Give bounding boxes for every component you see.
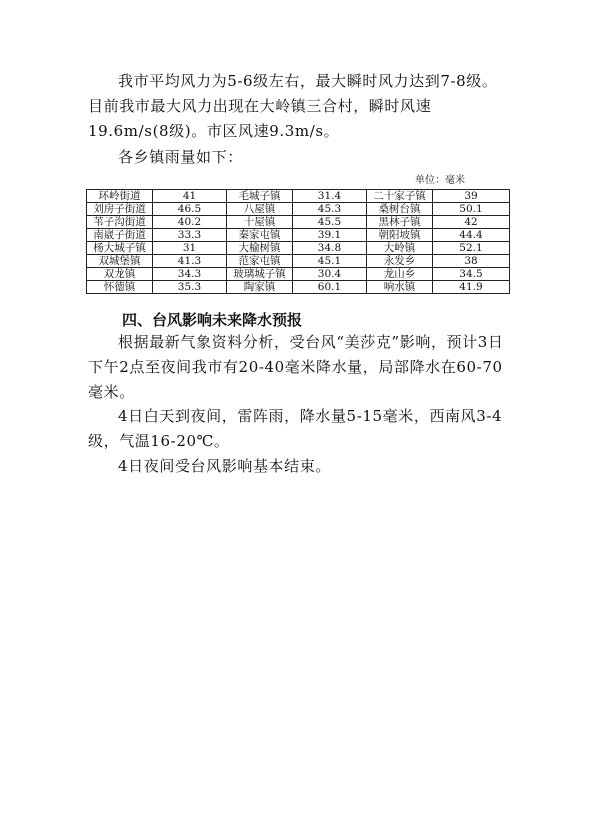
town-name-cell: 永发乡 [367,255,433,268]
table-row [87,203,510,216]
table-row [87,268,510,281]
table-row [87,190,510,203]
town-name-cell: 环岭街道 [87,190,153,203]
rainfall-value-cell: 45.1 [293,255,367,268]
rainfall-value-cell: 33.3 [153,229,227,242]
rainfall-intro-line: 各乡镇雨量如下： [118,148,243,166]
rainfall-value-cell: 34.8 [293,242,367,255]
rainfall-value-cell: 39.1 [293,229,367,242]
town-name-cell: 十屋镇 [227,216,293,229]
rainfall-value-cell: 38 [433,255,510,268]
town-name-cell: 怀德镇 [87,281,153,294]
rainfall-value-cell: 41.3 [153,255,227,268]
rainfall-value-cell: 45.3 [293,203,367,216]
town-name-cell: 龙山乡 [367,268,433,281]
rainfall-value-cell: 42 [433,216,510,229]
town-name-cell: 秦家屯镇 [227,229,293,242]
rainfall-value-cell: 39 [433,190,510,203]
table-row [87,242,510,255]
rainfall-value-cell: 52.1 [433,242,510,255]
rainfall-value-cell: 41.9 [433,281,510,294]
rainfall-value-cell: 44.4 [433,229,510,242]
town-name-cell: 范家屯镇 [227,255,293,268]
table-row [87,281,510,294]
table-row [87,229,510,242]
town-name-cell: 响水镇 [367,281,433,294]
town-name-cell: 桑树台镇 [367,203,433,216]
town-name-cell: 玻璃城子镇 [227,268,293,281]
rainfall-value-cell: 34.3 [153,268,227,281]
town-name-cell: 朝阳坡镇 [367,229,433,242]
rainfall-value-cell: 41 [153,190,227,203]
wind-summary-paragraph: 我市平均风力为5-6级左右，最大瞬时风力达到7-8级。目前我市最大风力出现在大岭镇三合村，瞬时风速19.6m/s(8级)。市区风速9.3m/s。 [88,72,498,140]
rainfall-value-cell: 34.5 [433,268,510,281]
town-name-cell: 毛城子镇 [227,190,293,203]
town-name-cell: 苇子沟街道 [87,216,153,229]
town-name-cell: 大岭镇 [367,242,433,255]
town-name-cell: 二十家子镇 [367,190,433,203]
forecast-paragraph: 根据最新气象资料分析，受台风“美莎克”影响，预计3日下午2点至夜间我市有20-40毫米降水量，局部降水在60-70毫米。 [88,333,504,401]
town-name-cell: 刘房子街道 [87,203,153,216]
rainfall-value-cell: 31 [153,242,227,255]
town-name-cell: 陶家镇 [227,281,293,294]
town-name-cell: 双城堡镇 [87,255,153,268]
typhoon-end-paragraph: 4日夜间受台风影响基本结束。 [118,457,331,475]
day4-forecast-paragraph: 4日白天到夜间，雷阵雨，降水量5-15毫米，西南风3-4级，气温16-20℃。 [88,407,503,450]
town-name-cell: 杨大城子镇 [87,242,153,255]
town-name-cell: 八屋镇 [227,203,293,216]
rainfall-table [86,189,510,294]
rainfall-value-cell: 30.4 [293,268,367,281]
town-name-cell: 双龙镇 [87,268,153,281]
rainfall-value-cell: 50.1 [433,203,510,216]
town-name-cell: 南崴子街道 [87,229,153,242]
town-name-cell: 黑林子镇 [367,216,433,229]
rainfall-value-cell: 60.1 [293,281,367,294]
rainfall-value-cell: 40.2 [153,216,227,229]
rainfall-value-cell: 35.3 [153,281,227,294]
rainfall-value-cell: 46.5 [153,203,227,216]
table-row [87,216,510,229]
table-row [87,255,510,268]
rainfall-value-cell: 31.4 [293,190,367,203]
table-unit-label: 单位：毫米 [415,175,465,186]
section-heading: 四、台风影响未来降水预报 [122,311,303,329]
rainfall-value-cell: 45.5 [293,216,367,229]
town-name-cell: 大榆树镇 [227,242,293,255]
